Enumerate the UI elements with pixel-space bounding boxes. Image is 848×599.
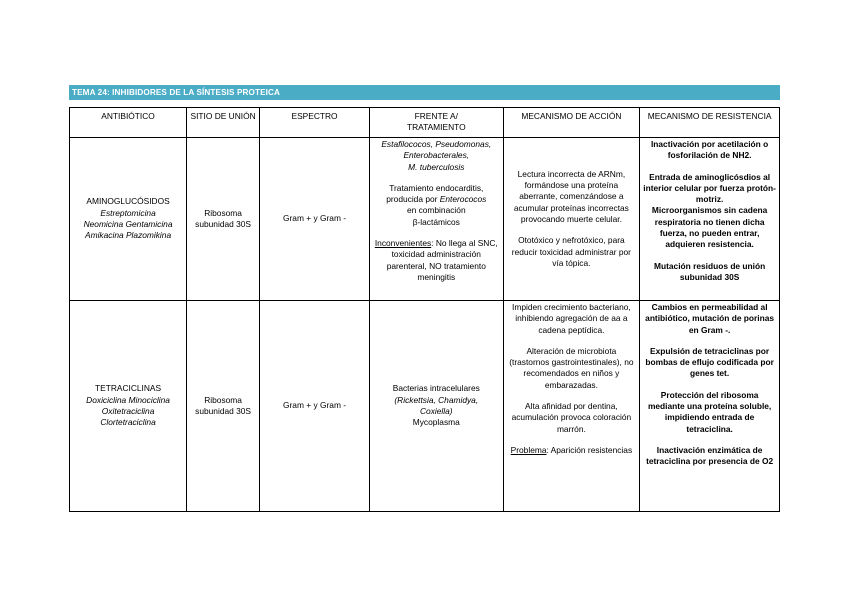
- drug-name: Oxitetraciclina: [101, 406, 155, 416]
- organisms-line: M. tuberculosis: [408, 161, 465, 172]
- mechanism-paragraph: Ototóxico y nefrotóxico, para reducir toxicidad administrar por vía tópica.: [511, 235, 631, 268]
- resistance-paragraph: Inactivación enzimática de tetraciclina por presencia de O2: [646, 444, 774, 467]
- problem-paragraph: [507, 445, 637, 456]
- treatment-line: [373, 194, 500, 205]
- antibiotic-cell: [70, 138, 187, 301]
- drawbacks-text: : No llega al SNC, toxicidad administración parenteral, NO tratamiento meningitis: [386, 238, 498, 282]
- header-espectro: ESPECTRO: [260, 108, 370, 138]
- resistance-paragraph: Inactivación por acetilación o fosforilación de NH2.: [650, 139, 769, 161]
- header-frente-line1: FRENTE A/: [414, 111, 458, 121]
- resistance-paragraph: Expulsión de tetraciclinas por bombas de eflujo codificada por genes tet.: [645, 345, 774, 379]
- binding-site-line: Ribosoma: [204, 394, 242, 405]
- binding-site-cell: [187, 301, 260, 512]
- spectrum-cell: Gram + y Gram -: [260, 301, 370, 512]
- header-sitio-union: SITIO DE UNIÓN: [187, 108, 260, 138]
- target-treatment-cell: [370, 301, 504, 512]
- mechanism-paragraph: Lectura incorrecta de ARNm, formándose una proteína aberrante, comenzándose a acumular proteínas incorrectas provocando muerte celular.: [513, 168, 629, 224]
- table-header-row: [70, 108, 780, 138]
- organisms-line: Enterobacterales,: [403, 150, 470, 161]
- spectrum-cell: Gram + y Gram -: [260, 138, 370, 301]
- drug-name: Clortetraciclina: [100, 417, 156, 428]
- target-treatment-cell: [370, 138, 504, 301]
- binding-site-cell: [187, 138, 260, 301]
- binding-site-line: subunidad 30S: [195, 406, 252, 416]
- drug-name: Neomicina Gentamicina: [83, 219, 173, 229]
- binding-site-line: subunidad 30S: [195, 219, 252, 229]
- antibiotics-table: [69, 107, 780, 512]
- treatment-line: Tratamiento endocarditis,: [389, 182, 484, 193]
- drug-name: Doxiciclina Minociclina: [86, 394, 170, 405]
- treatment-line: en combinación: [406, 205, 466, 216]
- problem-label: Problema: [510, 444, 547, 455]
- mechanism-action-cell: [503, 138, 640, 301]
- mechanism-action-cell: [503, 301, 640, 512]
- header-antibiotico: ANTIBIÓTICO: [70, 108, 187, 138]
- table-row: [70, 301, 780, 512]
- mechanism-paragraph: Alteración de microbiota (trastornos gastrointestinales), no recomendados en niños y embarazadas.: [509, 345, 634, 390]
- mechanism-paragraph: Alta afinidad por dentina, acumulación provoca coloración marrón.: [511, 401, 632, 434]
- target-line: Mycoplasma: [412, 417, 460, 428]
- resistance-paragraph: Cambios en permeabilidad al antibiótico, mutación de porinas en Gram -.: [645, 302, 775, 335]
- table-row: [70, 138, 780, 301]
- target-line: Bacterias intracelulares: [392, 383, 480, 394]
- antibiotic-class-name: TETRACICLINAS: [95, 383, 162, 394]
- section-title-banner: TEMA 24: INHIBIDORES DE LA SÍNTESIS PROTEICA: [69, 85, 780, 100]
- mechanism-resistance-cell: [640, 301, 780, 512]
- header-frente-line2: TRATAMIENTO: [406, 122, 466, 133]
- resistance-paragraph: Microorganismos sin cadena respiratoria no tienen dicha fuerza, no pueden entrar, adquieren resistencia.: [651, 205, 768, 250]
- drawbacks-paragraph: [373, 238, 500, 283]
- header-mecanismo-resistencia: MECANISMO DE RESISTENCIA: [640, 108, 780, 138]
- resistance-paragraph: Entrada de aminoglicósdios al interior celular por fuerza protón-motriz.: [643, 171, 776, 205]
- antibiotic-class-name: AMINOGLUCÓSIDOS: [86, 196, 170, 207]
- organisms-line: Estafilococos, Pseudomonas,: [381, 139, 492, 149]
- resistance-paragraph: Mutación residuos de unión subunidad 30S: [654, 260, 766, 282]
- resistance-paragraph: Protección del ribosoma mediante una proteína soluble, impidiendo entrada de tetraciclina.: [647, 389, 772, 434]
- drawbacks-label: Inconvenientes: [374, 238, 432, 249]
- header-frente-tratamiento: [370, 108, 504, 138]
- treatment-line: β-lactámicos: [412, 216, 460, 227]
- header-mecanismo-accion: MECANISMO DE ACCIÓN: [503, 108, 640, 138]
- drug-name: Estreptomicina: [100, 207, 156, 218]
- mechanism-resistance-cell: [640, 138, 780, 301]
- problem-text: : Aparición resistencias: [546, 444, 633, 455]
- treatment-organism: Enterococos: [439, 194, 487, 205]
- target-line: (Rickettsia, Chamidya,: [394, 394, 479, 405]
- mechanism-paragraph: Impiden crecimiento bacteriano, inhibiendo agregación de aa a cadena peptídica.: [512, 302, 631, 335]
- target-line: Coxiella): [419, 406, 453, 416]
- drug-name: Amikacina Plazomikina: [85, 230, 172, 241]
- antibiotic-cell: [70, 301, 187, 512]
- binding-site-line: Ribosoma: [204, 207, 242, 218]
- treatment-text: producida por: [386, 194, 440, 205]
